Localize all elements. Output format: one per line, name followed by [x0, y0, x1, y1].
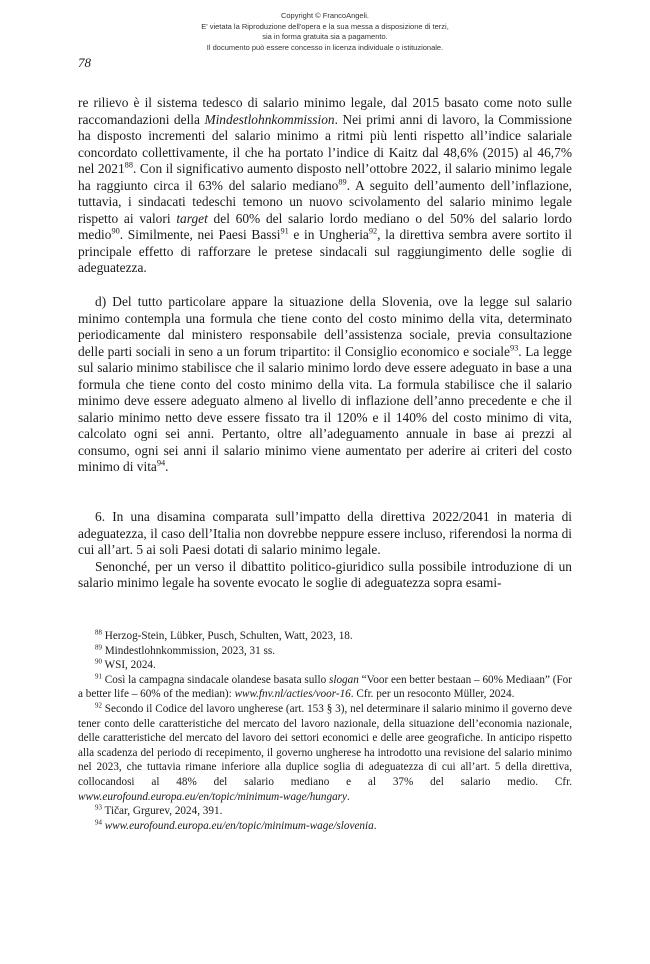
paragraph-slovenia: [78, 294, 572, 476]
footnote-ref[interactable]: 88: [124, 160, 133, 170]
footnote-text: Tičar, Grgurev, 2024, 391.: [104, 805, 223, 818]
footnote-text: Così la campagna sindacale olandese basata sullo: [104, 673, 329, 686]
footnote-92: [78, 702, 572, 804]
page-number: 78: [78, 55, 91, 70]
text-run: . Nei primi anni di lavoro, la Commissione ha disposto incrementi del salario minimo a ritmi più lenti rispetto all’indice salariale concordato collettivamente, il che ha portato l’indice di Kaitz dal 48,6% (2015) al 46,7% nel 2021: [78, 111, 572, 177]
footnote-number: 88: [95, 628, 102, 637]
footnote-text: “Voor een better bestaan – 60% Mediaan” (For a better life – 60% of the median):: [78, 673, 573, 701]
footnote-ref[interactable]: 92: [368, 226, 378, 236]
copyright-line: Il documento può essere concesso in licenza individuale o istituzionale.: [206, 42, 444, 52]
footnote-text: Herzog-Stein, Lübker, Pusch, Schulten, Watt, 2023, 18.: [104, 630, 353, 642]
copyright-line: Copyright © FrancoAngeli.: [280, 11, 370, 20]
footnote-number: 92: [95, 701, 102, 710]
footnote-link[interactable]: www.eurofound.europa.eu/en/topic/minimum-wage/hungary: [78, 790, 347, 803]
footnote-89: [78, 644, 572, 659]
footnote-number: 91: [95, 672, 102, 681]
footnote-number: 90: [95, 657, 102, 666]
footnote-94: [78, 819, 572, 834]
copyright-notice: [100, 11, 550, 53]
footnote-text: Mindestlohnkommission, 2023, 31 ss.: [104, 644, 276, 657]
text-italic: target: [176, 210, 208, 226]
text-run: .: [165, 459, 169, 475]
text-run: re rilievo è il sistema tedesco di salario minimo legale, dal 2015 basato come noto sulle raccomandazioni della: [78, 95, 572, 127]
copyright-line: sia in forma gratuita sia a pagamento.: [262, 32, 388, 41]
footnote-90: [78, 658, 572, 673]
footnote-ref[interactable]: 89: [338, 177, 347, 187]
footnote-number: 89: [95, 642, 102, 651]
footnote-link[interactable]: www.fnv.nl/acties/voor-16: [234, 688, 351, 701]
text-run: , la direttiva sembra avere sortito il principale effetto di rafforzare le pretese sindacali sul raggiungimento delle soglie di adeguatezza.: [78, 227, 572, 276]
body-text: [78, 95, 572, 592]
footnote-text: WSI, 2024.: [104, 659, 156, 672]
footnote-number: 93: [95, 803, 102, 812]
paragraph-senonche: Senonché, per un verso il dibattito politico-giuridico sulla possibile introduzione di un salario minimo legale ha sovente evocato le soglie di adeguatezza sopra esami-: [78, 558, 572, 591]
footnote-text: .: [347, 790, 350, 803]
footnote-text: .: [373, 819, 377, 832]
paragraph-germany: [78, 95, 572, 277]
footnote-88: [78, 629, 572, 644]
footnote-ref[interactable]: 93: [509, 343, 519, 353]
text-run: . Con il significativo aumento disposto nell’ottobre 2022, il salario minimo legale ha raggiunto circa il 63% del salario mediano: [78, 161, 572, 193]
footnote-number: 94: [95, 817, 102, 826]
footnote-text: . Cfr. per un resoconto Müller, 2024.: [350, 688, 515, 701]
text-italic: Mindestlohnkommission: [204, 111, 335, 127]
footnote-text: Secondo il Codice del lavoro ungherese (art. 153 § 3), nel determinare il salario minimo il governo deve tener conto delle caratteristiche del mercato del lavoro nazionale, della situazione dell’economia nazionale, delle caratteristiche del mercato del lavoro dei settori economici e delle aree geografiche. In anticipo rispetto alla scadenza del periodo di recepimento, il governo ungherese ha introdotto una revisione del salario minimo nel 2023, che tuttavia rimane inferiore alla duplice soglia di adeguatezza di cui all’art. 5 della direttiva, collocandosi al 48% del salario mediano e al 37% del salario medio. Cfr.: [78, 702, 573, 788]
text-italic: slogan: [329, 673, 359, 686]
text-run: del 60% del salario lordo mediano o del 50% del salario lordo medio: [78, 210, 573, 243]
paragraph-section-6: 6. In una disamina comparata sull’impatto della direttiva 2022/2041 in materia di adeguatezza, il caso dell’Italia non dovrebbe neppure essere incluso, riferendosi la norma di cui all’art. 5 ai soli Paesi dotati di salario minimo legale.: [78, 509, 572, 558]
footnote-ref[interactable]: 91: [280, 226, 289, 236]
footnote-93: [78, 804, 572, 819]
text-run: d) Del tutto particolare appare la situazione della Slovenia, ove la legge sul salario minimo contempla una formula che tiene conto del costo minimo della vita, determinato periodicamente dal ministero responsabile dell’assistenza sociale, previa consultazione delle parti sociali in seno a un forum tripartito: il Consiglio economico e sociale: [78, 294, 572, 359]
footnotes: [78, 629, 572, 833]
text-run: e in Ungheria: [288, 227, 369, 243]
footnote-link[interactable]: www.eurofound.europa.eu/en/topic/minimum-wage/slovenia: [104, 819, 374, 832]
copyright-line: E' vietata la Riproduzione dell'opera e la sua messa a disposizione di terzi,: [201, 21, 449, 31]
footnote-ref[interactable]: 94: [156, 459, 166, 469]
text-run: . La legge sul salario minimo stabilisce che il salario minimo lordo deve essere adeguato in base a una formula che tiene conto del costo minimo della vita. La formula stabilisce che il salario minimo deve essere adeguato almeno al livello di inflazione dell’anno precedente e che il salario minimo netto deve essere fissato tra il 120% e il 140% del costo minimo di vita, calcolato ogni sei anni. Pertanto, oltre all’adeguamento annuale in base ai prezzi al consumo, ogni sei anni il salario minimo viene aumentato per aderire ai criteri del costo minimo di vita: [78, 343, 572, 475]
footnote-ref[interactable]: 90: [111, 226, 120, 236]
text-run: . A seguito dell’aumento dell’inflazione, tuttavia, i sindacati tedeschi temono un nuovo scivolamento del salario minimo legale rispetto ai valori: [78, 177, 572, 226]
footnote-91: [78, 673, 572, 702]
text-run: . Similmente, nei Paesi Bassi: [119, 227, 281, 243]
